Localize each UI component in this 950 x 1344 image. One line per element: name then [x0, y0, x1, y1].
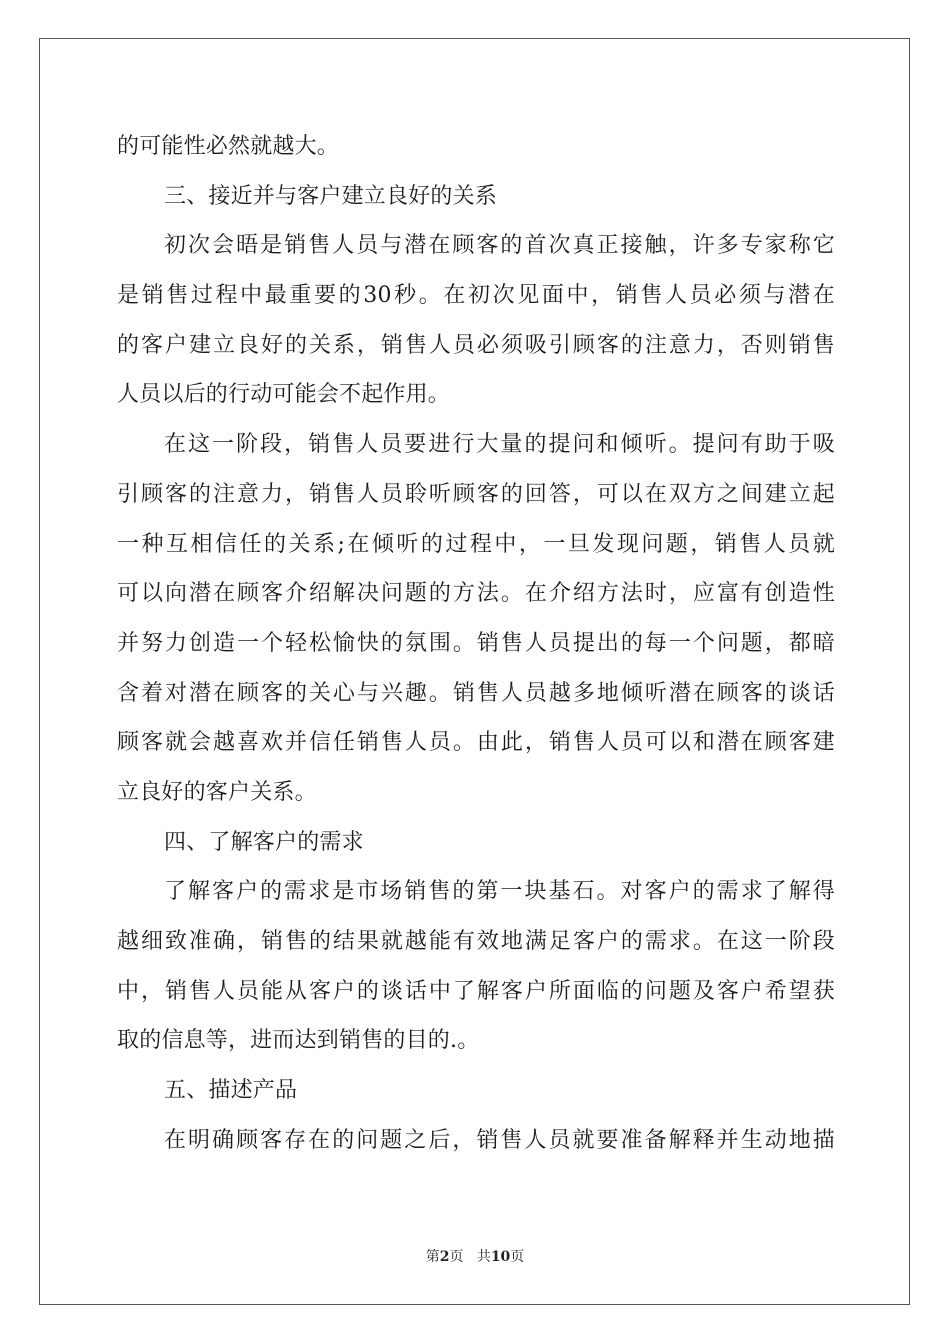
- text-line: 初次会晤是销售人员与潜在顾客的首次真正接触，许多专家称它: [164, 233, 835, 259]
- text-line: 在这一阶段，销售人员要进行大量的提问和倾听。提问有助于吸: [164, 432, 835, 458]
- text-line: 含着对潜在顾客的关心与兴趣。销售人员越多地倾听潜在顾客的谈话: [117, 680, 835, 706]
- text-line: 人员以后的行动可能会不起作用。: [117, 382, 451, 408]
- text-line: 的客户建立良好的关系，销售人员必须吸引顾客的注意力，否则销售: [117, 332, 835, 358]
- text-line: 顾客就会越喜欢并信任销售人员。由此，销售人员可以和潜在顾客建: [117, 730, 835, 756]
- text-line: 可以向潜在顾客介绍解决问题的方法。在介绍方法时，应富有创造性: [117, 581, 835, 607]
- footer-total-prefix: 共: [476, 1249, 491, 1265]
- text-line: 了解客户的需求是市场销售的第一块基石。对客户的需求了解得: [164, 879, 835, 905]
- current-page-number: 2: [439, 1249, 450, 1265]
- text-line: 的可能性必然就越大。: [117, 134, 340, 159]
- document-body: [117, 122, 835, 1165]
- text-line: 四、了解客户的需求: [164, 829, 364, 855]
- text-line: 并努力创造一个轻松愉快的氛围。销售人员提出的每一个问题，都暗: [117, 630, 835, 656]
- text-line: 越细致准确，销售的结果就越能有效地满足客户的需求。在这一阶段: [117, 929, 835, 954]
- text-line: 是销售过程中最重要的30秒。在初次见面中，销售人员必须与潜在: [117, 283, 835, 309]
- text-line: 五、描述产品: [164, 1078, 298, 1104]
- text-line: 立良好的客户关系。: [117, 779, 317, 805]
- page-footer: [0, 1246, 950, 1266]
- text-line: 一种互相信任的关系;在倾听的过程中，一旦发现问题，销售人员就: [117, 531, 835, 557]
- text-line: 三、接近并与客户建立良好的关系: [164, 183, 498, 209]
- footer-prefix: 第: [425, 1249, 440, 1265]
- total-page-count: 10: [490, 1249, 511, 1265]
- text-line: 中，销售人员能从客户的谈话中了解客户所面临的问题及客户希望获: [117, 978, 835, 1004]
- footer-total-suffix: 页: [510, 1249, 525, 1265]
- text-line: 在明确顾客存在的问题之后，销售人员就要准备解释并生动地描: [164, 1127, 835, 1153]
- text-line: 引顾客的注意力，销售人员聆听顾客的回答，可以在双方之间建立起: [117, 481, 835, 507]
- footer-page-suffix: 页: [449, 1249, 464, 1265]
- text-line: 取的信息等，进而达到销售的目的.。: [117, 1028, 480, 1054]
